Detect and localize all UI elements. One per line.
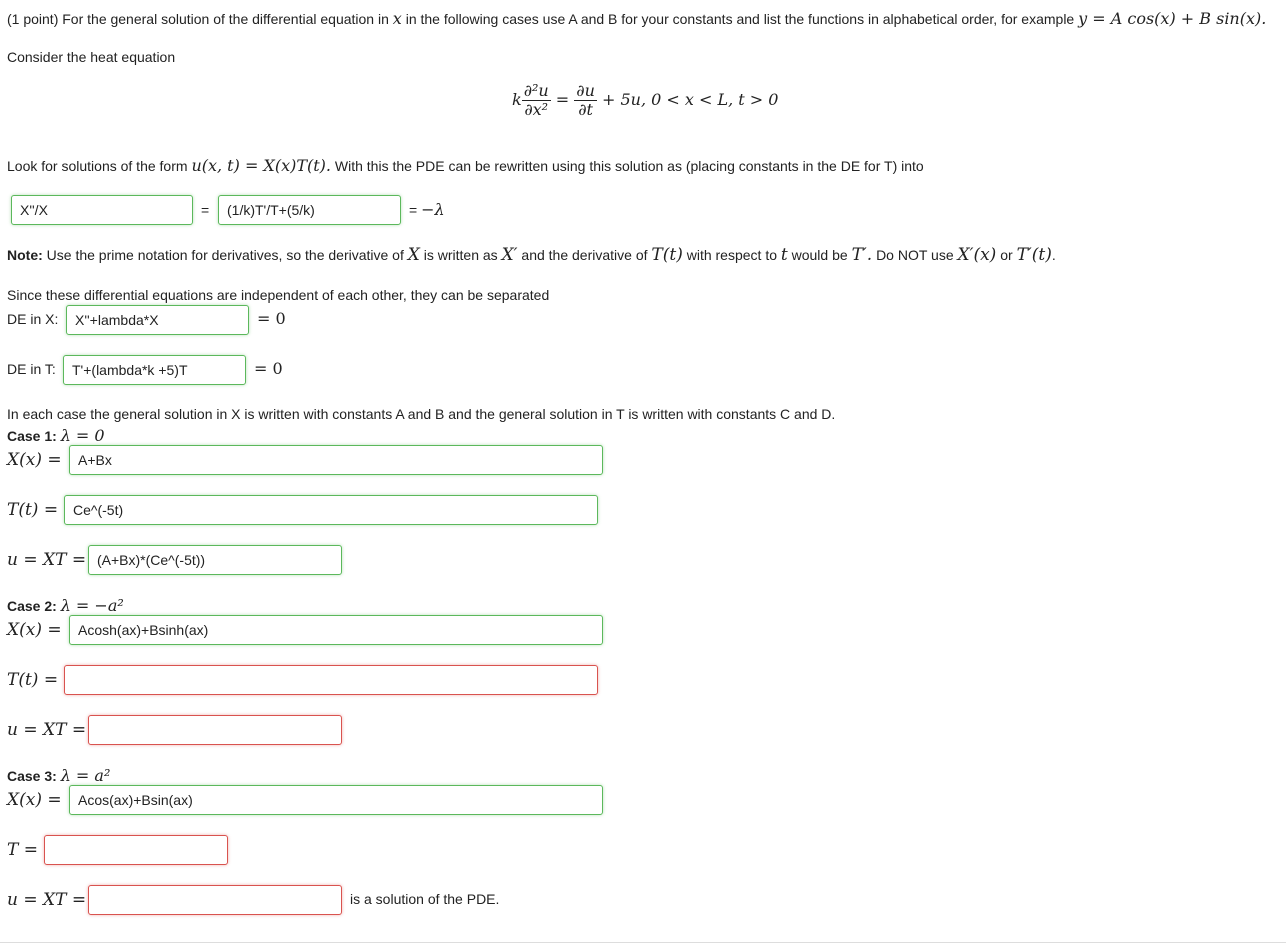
example-formula: y = A cos(x) + B sin(x). bbox=[1078, 9, 1267, 28]
case2-u-label: u = XT = bbox=[7, 720, 87, 740]
de-t-equals-zero: = 0 bbox=[254, 359, 283, 378]
bottom-divider bbox=[0, 942, 1286, 943]
case3-x-label: X(x) = bbox=[7, 790, 62, 810]
note-text: Note: Use the prime notation for derivatives, so the derivative of X is written as X′ and the derivative of T(t) with respect to t would be T′. Do NOT use X′(x) or T′(t). bbox=[7, 245, 1056, 265]
de-x-equals-zero: = 0 bbox=[257, 309, 286, 328]
case2-t-label: T(t) = bbox=[7, 670, 59, 690]
equals-sign: = bbox=[201, 202, 210, 218]
problem-intro: (1 point) For the general solution of the differential equation in x in the following cases use A and B for your constants and list the functions in alphabetical order, for example y = A cos(x) + B sin(x). bbox=[7, 9, 1267, 28]
de-x-input[interactable] bbox=[66, 305, 249, 335]
rhs-fraction: $\frac{\partial u}{\partial t}$ bbox=[576, 81, 595, 119]
case1-u-label: u = XT = bbox=[7, 550, 87, 570]
lhs-fraction: $\frac{\text{∂²u}}{\text{∂x²}}$ bbox=[523, 81, 549, 119]
case1-header: Case 1: λ = 0 bbox=[7, 426, 105, 445]
case2-x-label: X(x) = bbox=[7, 620, 62, 640]
separation-lhs-input[interactable] bbox=[11, 195, 193, 225]
case1-t-input[interactable] bbox=[64, 495, 598, 525]
case3-u-label: u = XT = bbox=[7, 890, 87, 910]
de-x-label: DE in X: bbox=[7, 311, 59, 327]
solution-tail-text: is a solution of the PDE. bbox=[350, 891, 500, 907]
each-case-text: In each case the general solution in X is written with constants A and B and the general solution in T is written with constants C and D. bbox=[7, 406, 836, 422]
case1-u-input[interactable] bbox=[88, 545, 342, 575]
case2-u-input[interactable] bbox=[88, 715, 342, 745]
case3-u-input[interactable] bbox=[88, 885, 342, 915]
separation-rhs-input[interactable] bbox=[218, 195, 401, 225]
case1-t-label: T(t) = bbox=[7, 500, 59, 520]
case1-x-label: X(x) = bbox=[7, 450, 62, 470]
consider-text: Consider the heat equation bbox=[7, 49, 176, 65]
look-for-text: Look for solutions of the form u(x, t) = X(x)T(t). With this the PDE can be rewritten using this solution as (placing constants in the DE for T) into bbox=[7, 156, 924, 175]
case2-header: Case 2: λ = −a² bbox=[7, 596, 124, 615]
equals-lambda: = −λ bbox=[409, 200, 445, 219]
heat-equation: k $\frac{\text{∂²u}}{\text{∂x²}}$ = $\frac{\partial u}{\partial t}$ + 5u, 0 < x < L, t > 0 bbox=[512, 81, 779, 119]
de-t-input[interactable] bbox=[63, 355, 246, 385]
since-text: Since these differential equations are independent of each other, they can be separated bbox=[7, 287, 550, 303]
de-t-label: DE in T: bbox=[7, 361, 56, 377]
case3-header: Case 3: λ = a² bbox=[7, 766, 111, 785]
case3-t-input[interactable] bbox=[44, 835, 228, 865]
case1-x-input[interactable] bbox=[69, 445, 603, 475]
case3-t-label: T = bbox=[7, 840, 38, 860]
case2-t-input[interactable] bbox=[64, 665, 598, 695]
case3-x-input[interactable] bbox=[69, 785, 603, 815]
case2-x-input[interactable] bbox=[69, 615, 603, 645]
